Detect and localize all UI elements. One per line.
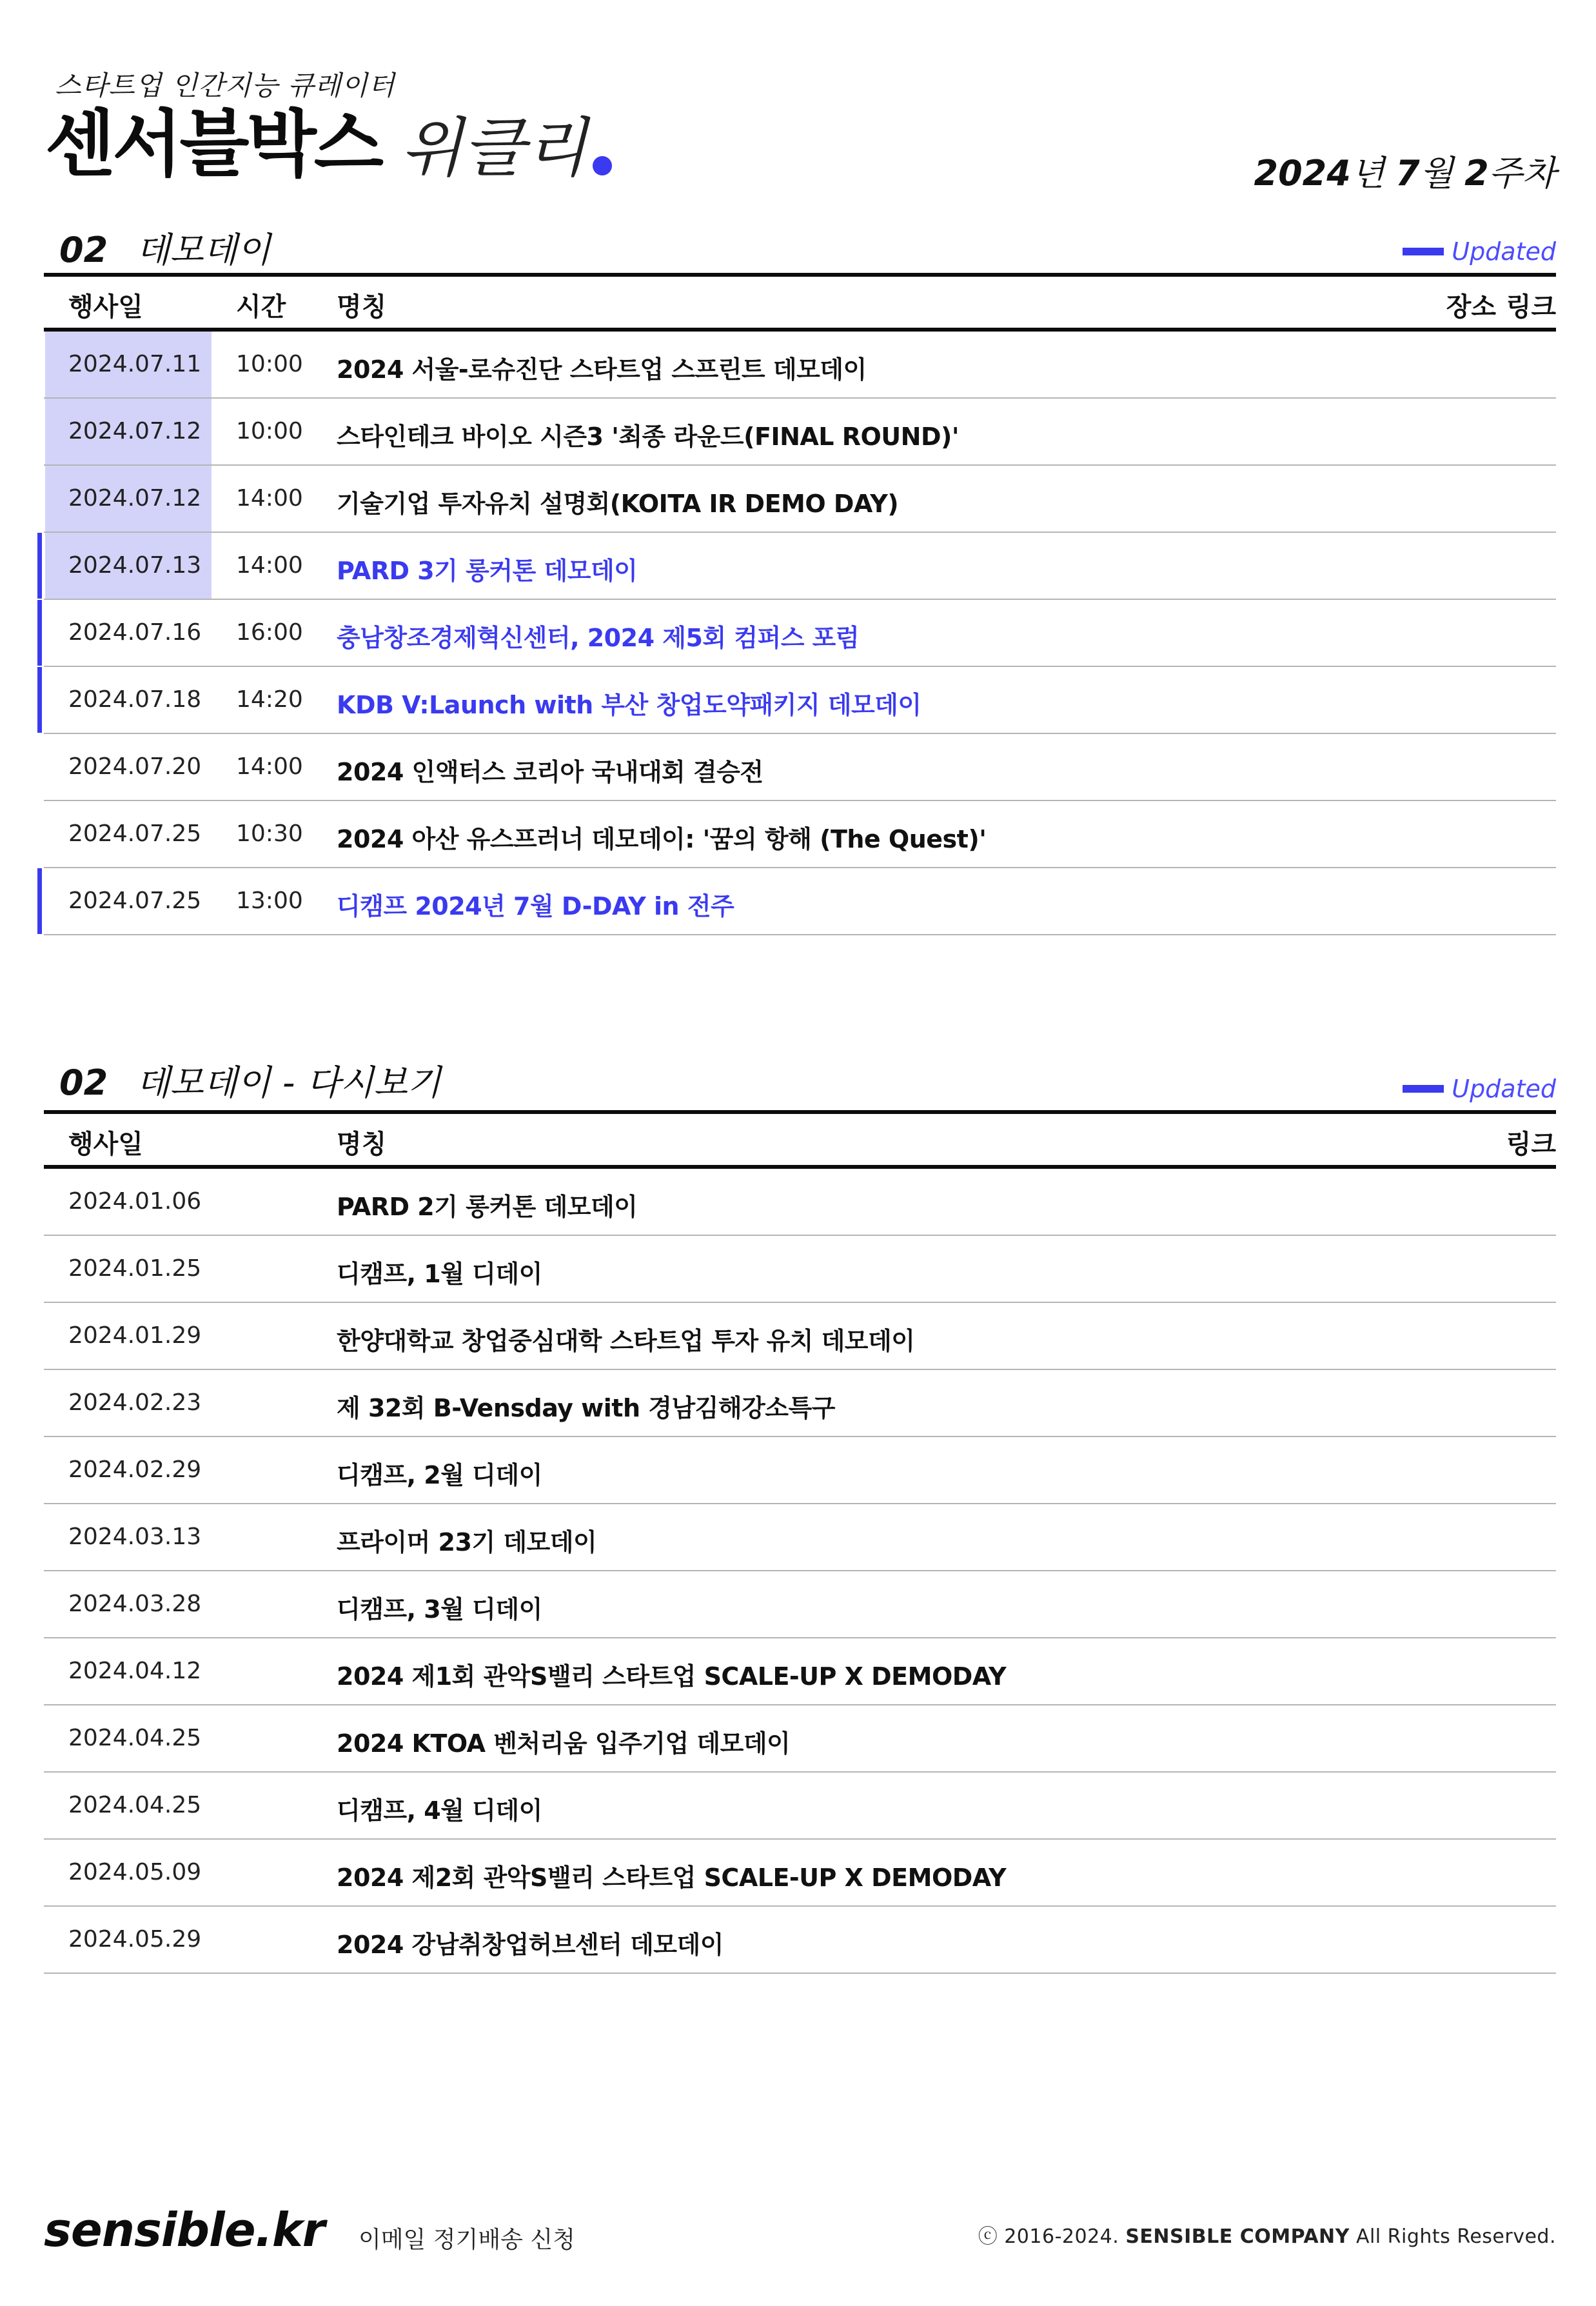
updated-label: Updated [1452,1075,1556,1103]
row-divider [44,800,1556,801]
row-divider [44,1771,1556,1773]
row-divider [44,1838,1556,1840]
row-divider [44,397,1556,399]
section2-suffix: 다시보기 [306,1062,441,1103]
updated-bar-icon [1403,248,1444,255]
row-divider [44,1369,1556,1370]
row-date: 2024.07.11 [68,351,202,377]
section1-title [59,223,271,272]
row-divider [44,1973,1556,1974]
row-name: 2024 제1회 관악S밸리 스타트업 SCALE-UP X DEMODAY [337,1662,1007,1691]
row-name: 충남창조경제혁신센터, 2024 제5회 컴퍼스 포럼 [337,624,860,652]
row-divider [44,1436,1556,1437]
section2-updated-legend [1403,1075,1556,1103]
row-name: PARD 2기 롱커톤 데모데이 [337,1193,638,1221]
row-name: 디캠프 2024년 7월 D-DAY in 전주 [337,892,734,920]
row-date: 2024.02.29 [68,1456,202,1483]
title-weekly: 위클리 [400,110,587,186]
row-date: 2024.04.25 [68,1792,202,1818]
row-name: 한양대학교 창업중심대학 스타트업 투자 유치 데모데이 [337,1327,915,1355]
title-dot-icon [593,156,612,175]
col-header-date: 행사일 [68,292,143,322]
section2-name: 데모데이 [136,1062,271,1103]
page-title [45,103,612,186]
row-name: 2024 KTOA 벤처리움 입주기업 데모데이 [337,1729,791,1758]
row-divider [44,867,1556,868]
row-date: 2024.04.12 [68,1658,202,1684]
footer-logo[interactable]: sensible.kr [44,2203,325,2257]
section2-separator: - [282,1062,295,1103]
updated-marker [37,533,42,599]
row-divider [44,1905,1556,1907]
row-name: PARD 3기 롱커톤 데모데이 [337,557,638,585]
row-divider [44,934,1556,935]
row-date: 2024.05.29 [68,1926,202,1953]
updated-marker [37,868,42,934]
updated-label: Updated [1452,237,1556,266]
section2-top-rule [44,1110,1556,1114]
row-name: 디캠프, 2월 디데이 [337,1461,542,1489]
row-name: 2024 강남취창업허브센터 데모데이 [337,1931,724,1959]
col-header-time: 시간 [236,292,286,322]
row-divider [44,1503,1556,1504]
row-date: 2024.07.12 [68,418,202,444]
row-date: 2024.07.12 [68,485,202,512]
col-header-date: 행사일 [68,1129,143,1159]
row-name: 2024 인액터스 코리아 국내대회 결승전 [337,758,764,786]
row-name: 2024 제2회 관악S밸리 스타트업 SCALE-UP X DEMODAY [337,1864,1007,1892]
row-name: 디캠프, 1월 디데이 [337,1260,542,1288]
copyright: ⓒ 2016-2024. SENSIBLE COMPANY All Rights Reserved. [978,2225,1556,2248]
row-date: 2024.07.25 [68,888,202,914]
subscribe-link[interactable]: 이메일 정기배송 신청 [359,2227,575,2253]
section2-title [59,1055,441,1105]
updated-marker [37,600,42,666]
row-date: 2024.01.06 [68,1188,202,1215]
section1-name: 데모데이 [136,230,271,270]
row-date: 2024.07.20 [68,753,202,780]
row-date: 2024.07.16 [68,619,202,646]
row-date: 2024.04.25 [68,1725,202,1751]
section2-number: 02 [59,1062,108,1103]
row-name: 디캠프, 4월 디데이 [337,1796,542,1825]
col-header-link: 링크 [1506,292,1556,322]
row-name: 프라이머 23기 데모데이 [337,1528,597,1556]
row-date: 2024.07.25 [68,820,202,847]
row-name: KDB V:Launch with 부산 창업도약패키지 데모데이 [337,691,921,719]
row-time: 14:00 [236,552,303,579]
section2-header-rule [44,1165,1556,1169]
row-time: 10:00 [236,418,303,444]
row-divider [44,1637,1556,1638]
row-divider [44,733,1556,734]
title-brand: 센서블박스 [45,103,381,186]
row-time: 13:00 [236,888,303,914]
subtitle: 스타트업 인간지능 큐레이터 [55,70,395,101]
row-time: 14:00 [236,753,303,780]
row-divider [44,599,1556,600]
col-header-name: 명칭 [337,1129,387,1159]
section1-number: 02 [59,230,108,270]
row-time: 10:00 [236,351,303,377]
row-date: 2024.07.18 [68,686,202,713]
updated-marker [37,667,42,733]
section1-top-rule [44,273,1556,277]
row-name: 제 32회 B-Vensday with 경남김해강소특구 [337,1394,835,1422]
row-divider [44,666,1556,667]
row-date: 2024.03.13 [68,1524,202,1550]
col-header-place: 장소 [1446,292,1496,322]
row-time: 14:00 [236,485,303,512]
row-name: 스타인테크 바이오 시즌3 '최종 라운드(FINAL ROUND)' [337,422,960,451]
updated-bar-icon [1403,1085,1444,1093]
row-name: 2024 서울-로슈진단 스타트업 스프린트 데모데이 [337,355,867,384]
section1-updated-legend [1403,237,1556,266]
row-name: 기술기업 투자유치 설명회(KOITA IR DEMO DAY) [337,490,899,518]
col-header-link: 링크 [1506,1129,1556,1159]
row-date: 2024.05.09 [68,1859,202,1885]
row-divider [44,1302,1556,1303]
row-time: 16:00 [236,619,303,646]
row-divider [44,532,1556,533]
row-time: 14:20 [236,686,303,713]
row-date: 2024.07.13 [68,552,202,579]
row-time: 10:30 [236,820,303,847]
col-header-name: 명칭 [337,292,387,322]
row-date: 2024.01.25 [68,1255,202,1282]
row-divider [44,1704,1556,1705]
row-divider [44,464,1556,466]
row-divider [44,1570,1556,1571]
row-divider [44,1235,1556,1236]
row-date: 2024.01.29 [68,1322,202,1349]
row-date: 2024.02.23 [68,1389,202,1416]
row-name: 2024 아산 유스프러너 데모데이: '꿈의 항해 (The Quest)' [337,825,987,853]
section1-header-rule [44,328,1556,332]
week-label: 2024년 7월 2주차 [1254,153,1556,194]
row-date: 2024.03.28 [68,1591,202,1617]
row-name: 디캠프, 3월 디데이 [337,1595,542,1624]
